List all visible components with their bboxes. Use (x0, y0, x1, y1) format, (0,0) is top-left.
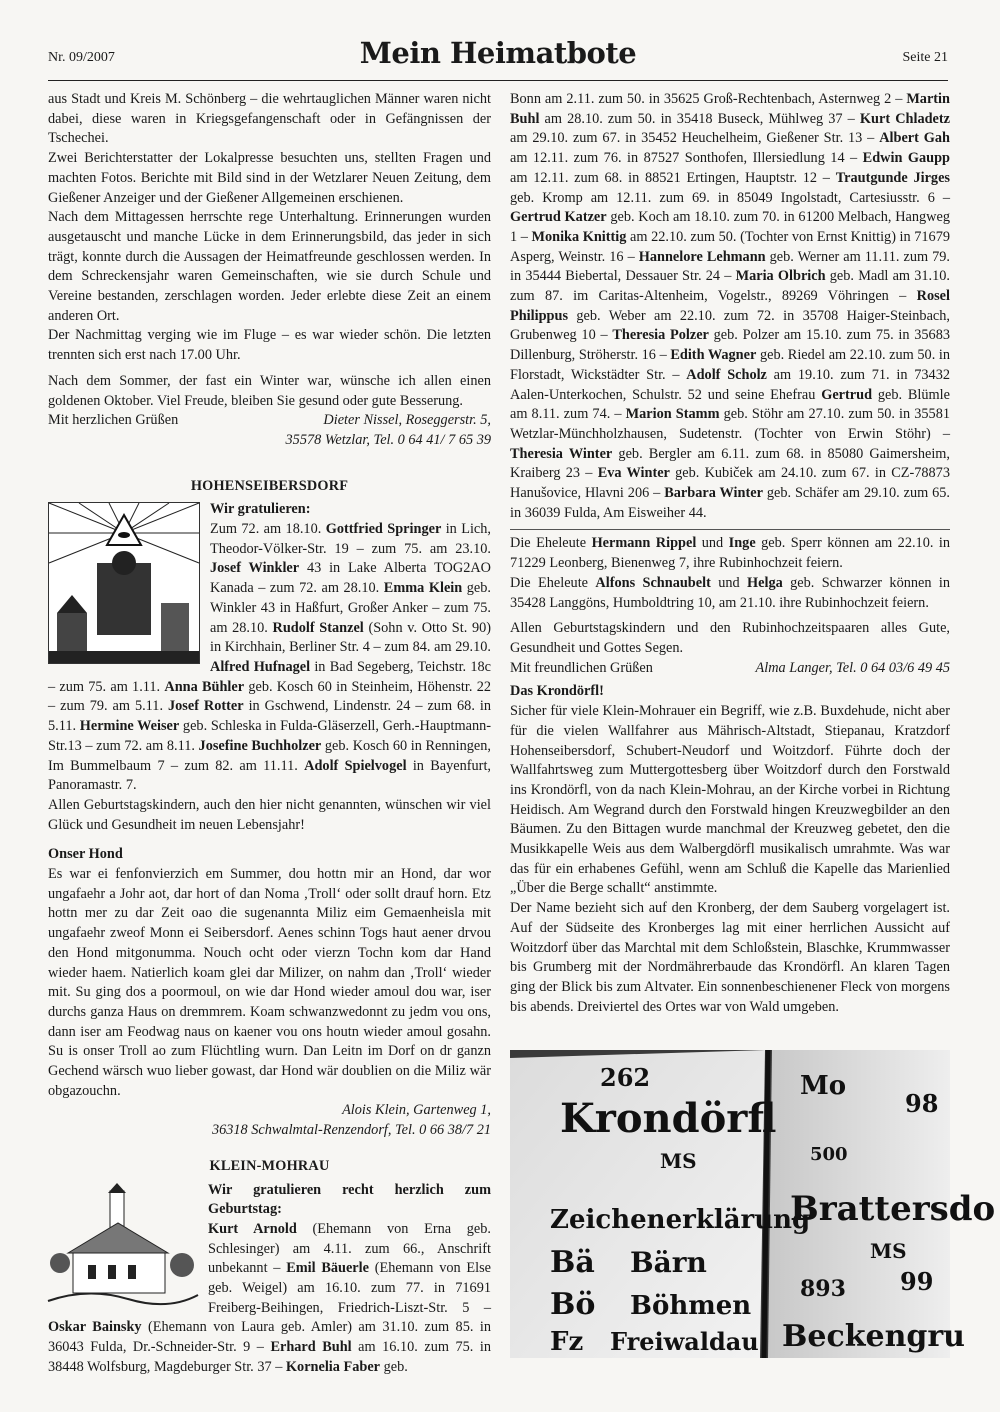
person-name: Adolf Spielvogel (304, 757, 407, 774)
person-name: Edwin Gaupp (862, 150, 950, 167)
person-name: Marion Stamm (625, 406, 720, 423)
signature (510, 659, 950, 679)
paragraph: Sicher für viele Klein-Mohrauer ein Begriff, wie z.B. Buxdehude, nicht aber für die vielen Wallfahrer aus Mährisch-Altstadt, Stiepanau, Kratzdorf Hohenseibersdorf, Schubert-Neudorf und Woitzdorf. Führte doch der Wallfahrtsweg zum Muttergottesberg über Woitzdorf durch den Forstwald ins Krondörfl, von da nach Klein-Mohrau, an der Kirche vorbei in Richtung Heidisch. Am Wegrand durch den Forstwald hingen Kreuzwegbilder an den Bäumen. Zu den Bittagen wurde manchmal der Kreuzweg gebetet, den die Musikkapelle Weis aus dem Walbergdörfl musikalisch umrahmte. Was war das für ein erhabenes Gefühl, wenn am Schluß die Kapelle das Marienlied „Über die Berge schallt“ anstimmte. (510, 703, 950, 897)
legend-full: Böhmen (630, 1291, 752, 1321)
legend-full: Bärn (630, 1246, 707, 1279)
author-name: Dieter Nissel, Roseggerstr. 5, (323, 412, 491, 429)
page-header (48, 30, 948, 81)
paragraph: Zwei Berichterstatter der Lokalpresse besuchten uns, stellten Fragen und machten Fotos. Berichte mit Bild sind in der Wetzlarer Neuen Zeitung, dem Gießener Anzeiger und der Gießener Allgemeinen erschienen. (48, 150, 491, 206)
person-name: Josef Rotter (167, 698, 244, 715)
person-name: Helga (747, 574, 783, 591)
sign-number: 99 (900, 1267, 934, 1296)
person-name: Kornelia Faber (285, 1358, 381, 1375)
person-name: Rudolf Stanzel (272, 619, 364, 636)
person-name: Hermine Weiser (79, 718, 180, 735)
greeting: Mit freundlichen Grüßen (510, 659, 653, 676)
author-address: 36318 Schwalmtal-Renzendorf, Tel. 0 66 38/7 21 (211, 1122, 491, 1139)
person-name: Erhard Buhl (270, 1339, 352, 1356)
person-name: Edith Wagner (670, 347, 757, 364)
birthday-list-continued: Bonn am 2.11. zum 50. in 35625 Groß-Rechtenbach, Asternweg 2 – Martin Buhl am 28.10. zum 50. in 35418 Buseck, Mühlweg 37 – Kurt Chladetz am 29.10. zum 67. in 35452 Heuchelheim, Gießener Str. 13 – Albert Gah am 12.11. zum 76. in 87527 Sonthofen, Illersiedlung 14 – Edwin Gaupp am 12.11. zum 68. in 88521 Ertingen, Hauptstr. 12 – Trautgunde Jirges geb. Kromp am 12.11. zum 69. in 85049 Ingolstadt, Cartesiusstr. 6 – Gertrud Katzer geb. Koch am 18.10. zum 70. in 61200 Melbach, Hangweg 1 – Monika Knittig am 22.10. zum 50. (Tochter von Ernst Knittig) in 71679 Asperg, Weinstr. 16 – Hannelore Lehmann geb. Werner am 11.11. zum 79. in 35444 Biebertal, Dessauer Str. 24 – Maria Olbrich geb. Madl am 31.10. zum 87. im Caritas-Altenheim, Vogelstr., 89269 Vöhringen – Rosel Philippus geb. Weber am 22.10. zum 72. in 35708 Haiger-Steinbach, Grubenweg 10 – Theresia Polzer geb. Polzer am 15.10. zum 75. in 35683 Dillenburg, Ströherstr. 16 – Edith Wagner geb. Riedel am 22.10. zum 50. in Florstadt, Wickstädter Str. – Adolf Scholz am 19.10. zum 71. in 73432 Aalen-Unterkochen, Schulstr. 52 und seine Ehefrau Gertrud geb. Blümle am 8.11. zum 74. – Marion Stamm geb. Stöhr am 27.10. zum 50. in 35581 Wetzlar-Münchholzhausen, Sudetenstr. (Tochter von Erwin Stöhr) – Theresia Winter geb. Bergler am 6.11. zum 68. in 85080 Gaimersheim, Kraiberg 23 – Eva Winter geb. Kubiček am 24.10. zum 67. in CZ-78873 Hanušovice, Hlavni 206 – Barbara Winter geb. Schäfer am 29.10. zum 65. in 36039 Fulda, Am Eisweiher 44. (510, 91, 951, 521)
sign-place-name: Krondörfl (560, 1095, 777, 1142)
sign-number: 98 (905, 1089, 939, 1118)
person-name: Emil Bäuerle (286, 1260, 369, 1277)
klein-mohrau-section (48, 1181, 491, 1378)
sign-number: 893 (800, 1276, 846, 1302)
sign-district: MS (870, 1239, 907, 1263)
section-heading-hohenseibersdorf: HOHENSEIBERSDORF (190, 477, 349, 494)
section-heading-onser-hond: Onser Hond (48, 846, 123, 863)
person-name: Eva Winter (597, 465, 670, 482)
person-name: Maria Olbrich (735, 268, 826, 285)
sign-number: 262 (600, 1063, 651, 1092)
sign-number: 500 (810, 1144, 848, 1165)
signpost-photo (510, 1050, 996, 1358)
subheading: Wir gratulieren recht herzlich zum Geburtstag: (208, 1181, 491, 1218)
sign-place-name: Mo (800, 1071, 847, 1101)
person-name: Rosel Philippus (510, 288, 950, 324)
divider (510, 529, 950, 530)
section-heading-klein-mohrau: KLEIN-MOHRAU (209, 1157, 330, 1174)
person-name: Josefine Buchholzer (198, 737, 322, 754)
person-name: Hannelore Lehmann (638, 248, 766, 265)
author-address: 35578 Wetzlar, Tel. 0 64 41/ 7 65 39 (285, 431, 491, 448)
legend-abbr: Bö (550, 1287, 596, 1322)
person-name: Inge (728, 535, 756, 552)
person-name: Theresia Winter (510, 445, 613, 462)
person-name: Kurt Chladetz (859, 110, 950, 127)
page-number: Seite 21 (902, 50, 948, 65)
dialect-story: Es war ei fenfonvierzich em Summer, dou hottn mir an Hond, dar wor ungafaehr a Johr aot, dar hort of dan Noma ‚Troll‘ oder sollt drauf horn. Etz hottn mer zu dar Zeit oao die sugenannta Miliz eim Gemaenheisla mit ungafaehr zweof Monn ei Seibersdorf. Aenes schinn Togs haut aener drvou den Hond mitgonumma. Nouch ocht oder vierzn Tochn kom dar Hand wieder haem. Natierlich koam glei dar Milizer, on nahm dan ‚Troll‘ wieder mit. Su ging dos a poormoul, on wie dar Hond wieder amoul dou war, iser durchs ganza Haus on dremmrem. Koam schwanzwedonnt zu jedm vou ons, dann iser am Feodwag naus on kaener vou ons houtn wieder amoul gosahn. Su is onser Troll ao zum Flüchtling wurn. Dan Leitn im Dorf on dr ganzn Gechend wärsch wuo lieber gowast, dar Hond wär doublien on die Miliz wär obgazouchn. (48, 866, 491, 1099)
religious-woodcut-illustration (48, 502, 200, 664)
person-name: Martin Buhl (510, 91, 950, 127)
ruby-wedding-notice: Die Eheleute Alfons Schnaubelt und Helga geb. Schwarzer können in 35428 Langgöns, Humboldtring 10, am 21.10. ihre Rubinhochzeit feiern. (510, 574, 950, 611)
masthead-logo: Mein Heimatbote (359, 36, 637, 70)
person-name: Gertrud Katzer (510, 209, 607, 226)
person-name: Gertrud (821, 386, 873, 403)
person-name: Hermann Rippel (591, 535, 697, 552)
hohenseibersdorf-section (48, 500, 491, 796)
person-name: Monika Knittig (531, 228, 627, 245)
legend-abbr: Fz (550, 1327, 584, 1357)
author-name: Alma Langer, Tel. 0 64 03/6 49 45 (755, 659, 950, 676)
person-name: Oskar Bainsky (48, 1319, 142, 1336)
sign-place-name: Beckengru (782, 1319, 965, 1354)
paragraph: aus Stadt und Kreis M. Schönberg – die wehrtauglichen Männer waren nicht dabei, diese waren in Kriegsgefangenschaft oder in Gefängnissen der Tschechei. (48, 91, 491, 147)
section-heading-krondoerfl: Das Krondörfl! (510, 683, 604, 700)
paragraph: Der Nachmittag verging wie im Fluge – es war wieder schön. Die letzten trennten sich erst nach 17.00 Uhr. (48, 327, 491, 364)
left-column (48, 90, 491, 1378)
paragraph: Nach dem Mittagessen herrschte rege Unterhaltung. Erinnerungen wurden ausgetauscht und manche Lücke in dem Erinnerungsbild, das jeder in sich trägt, konnte durch die Aussagen der Heimatfreunde geschlossen werden. In dem Schreckensjahr waren Gemeinschaften, wie sie durch Schule und Vereine bestanden, zerschlagen worden. Jeder erlebte diese Zeit an einem anderen Ort. (48, 209, 491, 324)
right-column (510, 90, 950, 1017)
sign-place-name: Brattersdo (790, 1189, 996, 1229)
ruby-wedding-notice: Die Eheleute Hermann Rippel und Inge geb. Sperr können am 22.10. in 71229 Leonberg, Bienenweg 7, ihre Rubinhochzeit feiern. (510, 535, 951, 572)
paragraph: Der Name bezieht sich auf den Kronberg, der dem Sauberg vorgelagert ist. Auf der Südseite des Kronberges lag mit einer herrlichen Aussicht auf Woitzdorf über das Marchtal mit dem Schloßstein, Blaschke, Krummwasser bis Grumberg mit der Nordmährerbaude das Krondörfl. An klaren Tagen ging der Blick bis zum Altvater. Ein sonnenbeschienener Fleck von morgens bis abends. Dreiviertel des Ortes war von Wald umgeben. (510, 900, 950, 1015)
person-name: Albert Gah (879, 130, 950, 147)
issue-number: Nr. 09/2007 (48, 50, 115, 65)
person-name: Anna Bühler (164, 678, 245, 695)
signature (48, 411, 491, 431)
person-name: Adolf Scholz (686, 366, 767, 383)
church-drawing-illustration (48, 1183, 198, 1305)
greeting: Mit herzlichen Grüßen (48, 412, 179, 429)
sign-legend-title: Zeichenerklärung (550, 1205, 811, 1235)
birthday-list-hohenseibersdorf: Zum 72. am 18.10. Gottfried Springer in Lich, Theodor-Völker-Str. 19 – zum 75. am 23.10. Josef Winkler 43 in Lake Alberta TOG2AO Kanada – zum 72. am 28.10. Emma Klein geb. Winkler 43 in Haßfurt, Großer Anker – zum 75. am 28.10. Rudolf Stanzel (Sohn v. Otto St. 90) in Kirchhain, Berliner Str. 4 – zum 84. am 29.10. Alfred Hufnagel in Bad Segeberg, Teichstr. 18c – zum 75. am 1.11. Anna Bühler geb. Kosch 60 in Steinheim, Höhenstr. 22 – zum 79. am 5.11. Josef Rotter in Gschwend, Lindenstr. 24 – zum 68. in 5.11. Hermine Weiser geb. Schleska in Fulda-Gläserzell, Gerh.-Hauptmann-Str.13 – zum 72. am 8.11. Josefine Buchholzer geb. Kosch 60 in Renningen, Im Bummelbaum 7 – zum 82. am 11.11. Adolf Spielvogel in Bayenfurt, Panoramastr. 7. (48, 521, 492, 794)
person-name: Josef Winkler (210, 560, 300, 577)
sign-district: MS (660, 1149, 697, 1173)
person-name: Emma Klein (383, 580, 463, 597)
person-name: Kurt Arnold (208, 1220, 297, 1237)
person-name: Barbara Winter (664, 485, 763, 502)
legend-full: Freiwaldau (610, 1327, 759, 1356)
birthday-list-klein-mohrau: Kurt Arnold (Ehemann von Erna geb. Schlesinger) am 4.11. zum 66., Anschrift unbekannt – Emil Bäuerle (Ehemann von Else geb. Weigel) am 16.10. zum 77. in 71691 Freiberg-Beihingen, Friedrich-Liszt-Str. 5 – Oskar Bainsky (Ehemann von Laura geb. Amler) am 31.10. zum 85. in 36043 Fulda, Dr.-Schneider-Str. 9 – Erhard Buhl am 16.10. zum 75. in 38448 Wolfsburg, Magdeburger Str. 37 – Kornelia Faber geb. (48, 1220, 492, 1375)
subheading: Wir gratulieren: (210, 501, 311, 518)
legend-abbr: Bä (550, 1245, 595, 1280)
person-name: Alfred Hufnagel (210, 658, 311, 675)
paragraph: Allen Geburtstagskindern, auch den hier nicht genannten, wünschen wir viel Glück und Gesundheit im neuen Lebensjahr! (48, 796, 491, 833)
person-name: Trautgunde Jirges (835, 169, 950, 186)
paragraph: Nach dem Sommer, der fast ein Winter war, wünsche ich allen einen goldenen Oktober. Viel Freude, bleiben Sie gesund oder gute Besserung. (48, 372, 491, 409)
author-name: Alois Klein, Gartenweg 1, (342, 1102, 491, 1119)
paragraph: Allen Geburtstagskindern und den Rubinhochzeitspaaren alles Gute, Gesundheit und Gottes Segen. (510, 620, 950, 656)
person-name: Alfons Schnaubelt (595, 574, 711, 591)
person-name: Gottfried Springer (325, 521, 442, 538)
person-name: Theresia Polzer (612, 327, 709, 344)
